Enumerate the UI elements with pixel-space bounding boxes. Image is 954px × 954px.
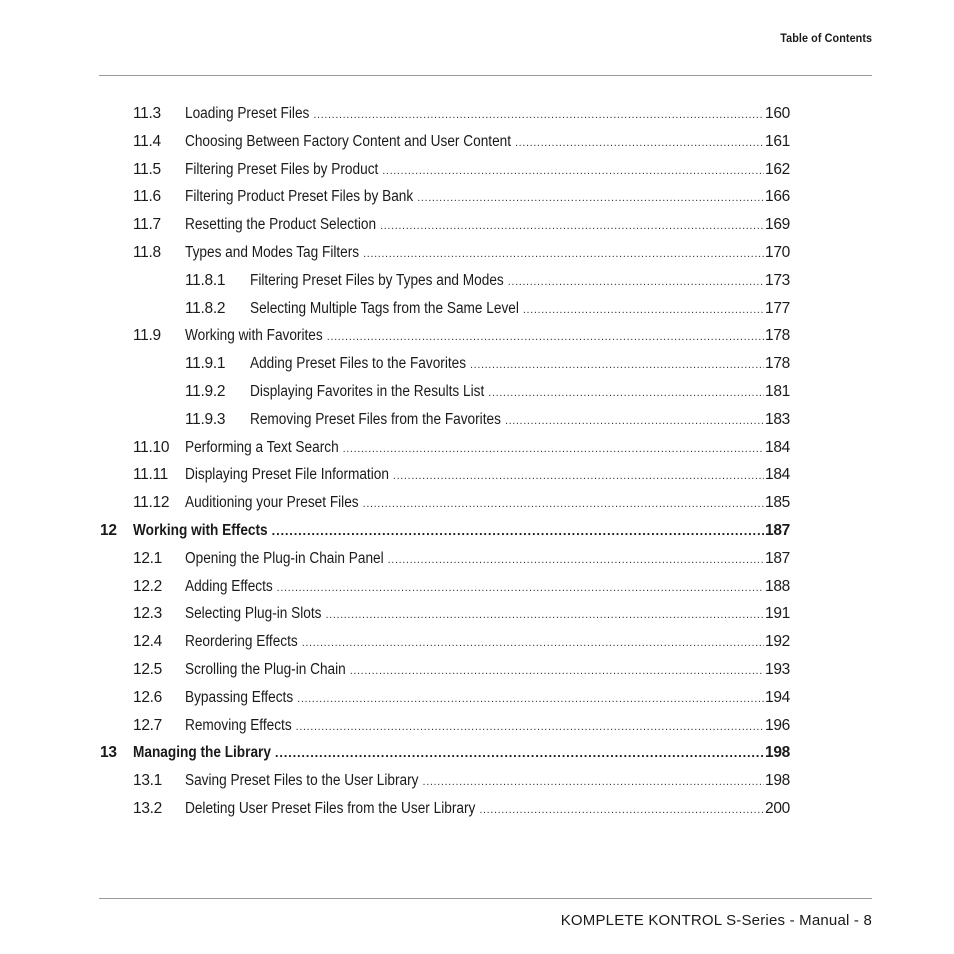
toc-entry[interactable] [0, 131, 954, 153]
toc-entry-title-wrap [185, 214, 764, 237]
dot-leader [505, 410, 764, 432]
toc-entry-title[interactable]: Choosing Between Factory Content and User Content [185, 132, 512, 150]
toc-entry-number: 11.10 [133, 438, 170, 456]
toc-entry-title[interactable]: Selecting Plug-in Slots [185, 605, 322, 623]
toc-entry-page-number[interactable]: 193 [765, 661, 790, 678]
toc-entry-page-number[interactable]: 192 [765, 633, 790, 651]
dot-leader [272, 520, 764, 542]
section-title: Table of Contents [780, 31, 872, 45]
toc-entry-page-number[interactable]: 178 [765, 355, 790, 373]
toc-entry[interactable] [0, 715, 954, 737]
toc-entry-title[interactable]: Filtering Preset Files by Product [185, 160, 379, 178]
toc-entry-number: 11.11 [133, 466, 168, 484]
toc-entry-number: 11.5 [133, 160, 161, 178]
dot-leader [302, 632, 764, 654]
toc-entry[interactable] [0, 353, 954, 375]
page-footer: KOMPLETE KONTROL S-Series - Manual - 8 [560, 912, 872, 929]
toc-entry[interactable] [0, 270, 954, 292]
toc-entry[interactable] [0, 687, 954, 709]
dot-leader [417, 187, 764, 209]
dot-leader [470, 354, 764, 376]
toc-entry-title[interactable]: Working with Favorites [185, 327, 323, 345]
toc-entry-number: 12.7 [133, 716, 162, 734]
dot-leader [508, 271, 764, 293]
toc-entry-title-wrap [185, 631, 764, 654]
dot-leader [363, 493, 764, 515]
toc-entry[interactable] [0, 603, 954, 625]
toc-entry-title[interactable]: Filtering Preset Files by Types and Modes [250, 271, 504, 289]
toc-entry[interactable] [0, 548, 954, 570]
toc-entry-title[interactable]: Bypassing Effects [185, 688, 294, 706]
toc-entry-number: 11.7 [133, 216, 161, 234]
toc-entry-title-wrap [185, 492, 764, 515]
toc-entry-page-number[interactable]: 200 [765, 800, 790, 817]
dot-leader [313, 104, 764, 126]
toc-entry-title-wrap [185, 603, 764, 626]
toc-entry-title[interactable]: Removing Preset Files from the Favorites [250, 410, 501, 428]
toc-entry-page-number[interactable]: 198 [765, 744, 790, 762]
toc-entry[interactable] [0, 437, 954, 459]
toc-entry-page-number[interactable]: 173 [765, 271, 790, 289]
toc-entry-page-number[interactable]: 194 [765, 688, 790, 706]
toc-entry-page-number[interactable]: 178 [765, 327, 790, 345]
toc-entry-page-number[interactable]: 184 [765, 438, 790, 456]
toc-entry-title-wrap [185, 131, 764, 154]
toc-entry-title-wrap [250, 409, 764, 432]
toc-entry-number: 11.12 [133, 494, 170, 512]
toc-entry-page-number[interactable]: 177 [765, 299, 790, 317]
toc-entry-number: 11.8 [133, 244, 161, 261]
toc-entry-title-wrap [185, 548, 764, 571]
toc-entry-title-wrap [185, 325, 764, 348]
toc-entry-title-wrap [185, 464, 764, 487]
toc-entry[interactable] [0, 631, 954, 653]
toc-entry-title-wrap [185, 770, 764, 793]
footer-divider [99, 898, 872, 899]
toc-entry-number: 11.8.2 [185, 299, 226, 317]
toc-entry-page-number[interactable]: 181 [765, 383, 790, 400]
toc-entry-title[interactable]: Working with Effects [133, 522, 268, 539]
toc-entry-title-wrap [133, 742, 764, 764]
toc-entry-number: 12.2 [133, 577, 162, 595]
toc-entry-title[interactable]: Auditioning your Preset Files [185, 494, 359, 512]
toc-entry-title-wrap [185, 576, 764, 599]
dot-leader [363, 243, 764, 265]
toc-entry[interactable] [0, 381, 954, 403]
toc-entry[interactable] [0, 576, 954, 598]
toc-entry-title[interactable]: Opening the Plug-in Chain Panel [185, 549, 384, 567]
dot-leader [423, 771, 764, 793]
toc-entry-number: 11.9.1 [185, 355, 226, 373]
toc-entry-title-wrap [185, 798, 764, 821]
toc-entry-number: 12.3 [133, 605, 162, 623]
toc-entry-number: 12.1 [133, 549, 162, 567]
toc-entry[interactable] [0, 186, 954, 208]
toc-entry-title-wrap [250, 381, 764, 404]
toc-entry-title[interactable]: Resetting the Product Selection [185, 216, 377, 234]
toc-entry-title-wrap [185, 715, 764, 738]
dot-leader [523, 299, 764, 321]
toc-entry-title[interactable]: Adding Effects [185, 577, 273, 595]
toc-entry[interactable] [0, 492, 954, 514]
toc-entry-number: 12.6 [133, 688, 162, 706]
dot-leader [380, 215, 764, 237]
toc-entry-title-wrap [185, 159, 764, 182]
toc-entry-title[interactable]: Adding Preset Files to the Favorites [250, 355, 467, 373]
toc-entry-title-wrap [250, 353, 764, 376]
dot-leader [277, 577, 764, 599]
toc-entry-number: 11.4 [133, 132, 161, 150]
toc-entry-title-wrap [185, 659, 764, 682]
header-divider [99, 75, 872, 76]
toc-entry-page-number[interactable]: 166 [765, 188, 790, 206]
toc-entry-page-number[interactable]: 188 [765, 577, 790, 595]
toc-entry[interactable] [0, 298, 954, 320]
toc-chapter-entry[interactable] [0, 742, 954, 764]
dot-leader [388, 549, 764, 571]
toc-entry-page-number[interactable]: 169 [765, 216, 790, 234]
toc-entry-page-number[interactable]: 184 [765, 466, 790, 484]
toc-entry[interactable] [0, 242, 954, 264]
toc-entry-title[interactable]: Filtering Product Preset Files by Bank [185, 188, 414, 206]
toc-entry-number: 11.9.3 [185, 410, 226, 428]
toc-entry-number: 13.1 [133, 772, 162, 790]
toc-entry-title-wrap [185, 687, 764, 710]
toc-entry-number: 12.5 [133, 661, 162, 678]
toc-entry-page-number[interactable]: 187 [765, 549, 790, 567]
toc-entry[interactable] [0, 325, 954, 347]
toc-entry-title[interactable]: Selecting Multiple Tags from the Same Level [250, 299, 519, 317]
toc-entry-page-number[interactable]: 187 [765, 522, 790, 539]
toc-entry[interactable] [0, 409, 954, 431]
toc-entry-title[interactable]: Managing the Library [133, 744, 271, 762]
toc-entry-number: 11.3 [133, 105, 161, 122]
dot-leader [382, 160, 764, 182]
dot-leader [488, 382, 764, 404]
toc-entry-title[interactable]: Performing a Text Search [185, 438, 339, 456]
toc-entry-title[interactable]: Removing Effects [185, 716, 292, 734]
toc-entry-page-number[interactable]: 185 [765, 494, 790, 512]
toc-entry-title[interactable]: Displaying Favorites in the Results List [250, 383, 485, 400]
toc-entry-title[interactable]: Saving Preset Files to the User Library [185, 772, 419, 790]
toc-entry-title-wrap [250, 270, 764, 293]
toc-entry-number: 11.8.1 [185, 271, 226, 289]
dot-leader [296, 716, 764, 738]
toc-entry-page-number[interactable]: 196 [765, 716, 790, 734]
toc-entry-title[interactable]: Displaying Preset File Information [185, 466, 389, 484]
toc-entry[interactable] [0, 798, 954, 820]
toc-entry-title-wrap [185, 242, 764, 265]
dot-leader [275, 742, 764, 764]
toc-entry[interactable] [0, 659, 954, 681]
toc-entry-title[interactable]: Scrolling the Plug-in Chain [185, 661, 346, 678]
dot-leader [297, 688, 764, 710]
toc-entry-page-number[interactable]: 191 [765, 605, 790, 623]
toc-entry-number: 11.9.2 [185, 383, 226, 400]
toc-entry-number: 12 [100, 522, 117, 539]
toc-entry-number: 13.2 [133, 800, 162, 817]
toc-entry-page-number[interactable]: 162 [765, 160, 790, 178]
toc-entry-page-number[interactable]: 183 [765, 410, 790, 428]
toc-entry-title-wrap [250, 298, 764, 321]
toc-entry-title-wrap [185, 437, 764, 460]
toc-entry-number: 11.9 [133, 327, 161, 345]
dot-leader [393, 465, 764, 487]
toc-entry-title-wrap [185, 186, 764, 209]
dot-leader [350, 660, 764, 682]
toc-entry[interactable] [0, 770, 954, 792]
toc-entry-title[interactable]: Reordering Effects [185, 633, 298, 651]
toc-entry-title[interactable]: Loading Preset Files [185, 105, 310, 122]
toc-entry-number: 12.4 [133, 633, 162, 651]
toc-chapter-entry[interactable] [0, 520, 954, 542]
dot-leader [326, 604, 765, 626]
toc-entry[interactable] [0, 464, 954, 486]
dot-leader [479, 799, 764, 821]
toc-entry-page-number[interactable]: 160 [765, 105, 790, 122]
toc-entry[interactable] [0, 214, 954, 236]
toc-entry-page-number[interactable]: 170 [765, 244, 790, 261]
toc-entry-title-wrap [133, 520, 764, 542]
dot-leader [515, 132, 764, 154]
toc-entry-page-number[interactable]: 161 [765, 132, 790, 150]
toc-entry-number: 13 [100, 744, 117, 762]
toc-entry[interactable] [0, 159, 954, 181]
toc-entry-title[interactable]: Deleting User Preset Files from the User Library [185, 800, 476, 817]
dot-leader [327, 326, 764, 348]
toc-entry-title-wrap [185, 103, 764, 126]
toc-entry-page-number[interactable]: 198 [765, 772, 790, 790]
dot-leader [343, 438, 764, 460]
toc-entry[interactable] [0, 103, 954, 125]
toc-entry-number: 11.6 [133, 188, 161, 206]
toc-entry-title[interactable]: Types and Modes Tag Filters [185, 244, 360, 261]
